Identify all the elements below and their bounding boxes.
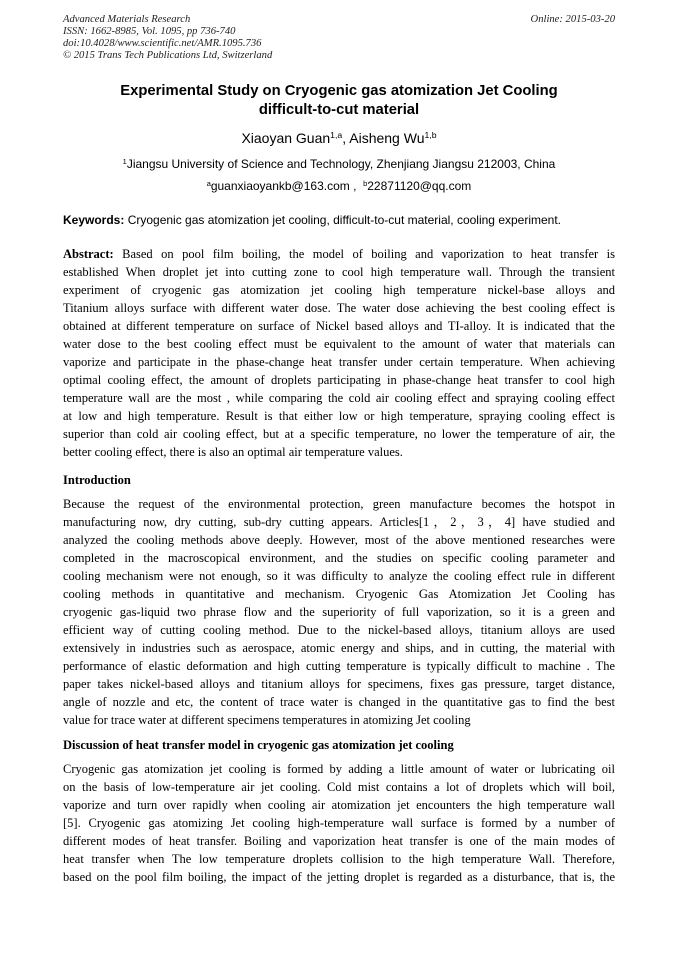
introduction-line: angle of nozzle and etc, the content of trace water is changed in the quantitative gas to find the best — [63, 695, 615, 709]
doi-line: doi:10.4028/www.scientific.net/AMR.1095.736 — [63, 38, 262, 49]
affiliation-text: Jiangsu University of Science and Technology, Zhenjiang Jiangsu 212003, China — [126, 157, 556, 171]
keywords — [63, 212, 615, 228]
author-list — [63, 129, 615, 147]
introduction-line: completed in the macroscopical environment, and the studies on specific cooling parameter and — [63, 551, 615, 565]
abstract-line: Titanium alloys surface with different water dose. The water dose achieving the best cooling effect is — [63, 301, 615, 315]
affiliation — [63, 156, 615, 172]
abstract-line: experiment of cryogenic gas atomization jet cooling high temperature nickel-base alloys and — [63, 283, 615, 297]
keywords-label: Keywords: — [63, 213, 125, 227]
discussion-line: on the basis of low-temperature air jet cooling. Cold mist contains a lot of droplets which will boil, — [63, 780, 615, 794]
abstract-line: vaporize and participate in the phase-change heat transfer under certain temperature. When achieving — [63, 355, 615, 369]
email-separator: , — [349, 179, 364, 193]
abstract-line: water dose to the best cooling effect must be equivalent to the amount of water that materials can — [63, 337, 615, 351]
abstract-line: at low and high temperature. Result is that either low or high temperature, spraying cooling effect is — [63, 409, 615, 423]
introduction-line: cryogenic gas-liquid two phrase flow and the superiority of full vaporization, so it is a green and — [63, 605, 615, 619]
discussion-line: different modes of heat transfer. Boiling and vaporization heat transfer is one of the main modes of — [63, 834, 615, 848]
discussion-line: vaporize and turn over rapidly when cooling air atomization jet encounters the high temperature wall — [63, 798, 615, 812]
discussion-line: heat transfer when The low temperature droplets collision to the high temperature Wall. Therefore, — [63, 852, 615, 866]
introduction-line: performance of elastic deformation and high cutting temperature is typically difficult to machine . The — [63, 659, 615, 673]
discussion-line: based on the pool film boiling, the impact of the jetting droplet is regarded as a disturbance, that is, the — [63, 870, 615, 884]
introduction-line: cooling methods in quantitative and mechanism. Cryogenic Gas Atomization Jet Cooling has — [63, 587, 615, 601]
title-line-2: difficult-to-cut material — [258, 102, 420, 118]
abstract-line: optimal cooling effect, the amount of droplets participating in phase-change heat transfer to cool high — [63, 373, 615, 387]
author-2: Aisheng Wu — [349, 130, 425, 146]
abstract-line-text: Based on pool film boiling, the model of boiling and vaporization to heat transfer is — [113, 247, 615, 261]
author-2-affiliation-mark: 1,b — [424, 130, 437, 141]
author-emails — [63, 178, 615, 194]
introduction-line: value for trace water at different specimens temperatures in atomizing Jet cooling — [63, 713, 471, 727]
email-a-mark: a — [206, 178, 211, 188]
issn-line: ISSN: 1662-8985, Vol. 1095, pp 736-740 — [63, 26, 236, 37]
introduction-line: Because the request of the environmental protection, green manufacture becomes the hotspot in — [63, 497, 615, 511]
email-b[interactable]: 22871120@qq.com — [367, 179, 472, 193]
email-a[interactable]: guanxiaoyankb@163.com — [210, 179, 350, 193]
title-line-1: Experimental Study on Cryogenic gas atomization Jet Cooling — [120, 83, 558, 99]
author-1: Xiaoyan Guan — [241, 130, 331, 146]
introduction-line: efficient way of cutting cooling method. Due to the nickel-based alloys, titanium alloys are used — [63, 623, 615, 637]
discussion-body — [63, 760, 615, 886]
discussion-line: [5]. Cryogenic gas atomizing Jet cooling high-temperature wall surface is formed by a number of — [63, 816, 615, 830]
abstract-line — [63, 245, 615, 263]
abstract-line: superior than cold air cooling effect, but at a specific temperature, no lower the temperature of air, the — [63, 427, 615, 441]
abstract-line: better cooling effect, there is also an optimal air temperature values. — [63, 445, 403, 459]
abstract-label: Abstract: — [63, 247, 114, 261]
keywords-text: Cryogenic gas atomization jet cooling, difficult-to-cut material, cooling experiment. — [124, 213, 562, 227]
paper-title — [63, 82, 615, 120]
email-b-mark: b — [363, 178, 368, 188]
discussion-line: Cryogenic gas atomization jet cooling is formed by adding a little amount of water or lubricating oil — [63, 762, 615, 776]
introduction-line: manufacturing now, dry cutting, sub-dry cutting appears. Articles[1，2，3，4] have studied and — [63, 515, 615, 529]
journal-header — [63, 14, 615, 62]
online-date: Online: 2015-03-20 — [530, 14, 615, 25]
affiliation-mark: 1 — [122, 156, 127, 166]
introduction-line: paper takes nickel-based alloys and titanium alloys for specimens, fixes gas pressure, target distance, — [63, 677, 615, 691]
journal-name: Advanced Materials Research — [63, 14, 191, 25]
introduction-heading: Introduction — [63, 473, 131, 487]
author-1-affiliation-mark: 1,a — [330, 130, 343, 141]
copyright-line: © 2015 Trans Tech Publications Ltd, Switzerland — [63, 50, 273, 61]
introduction-line: extensively in industries such as aerospace, atomic energy and ships, and in cutting, the material with — [63, 641, 615, 655]
abstract-line: obtained at different temperature on surface of Nickel based alloys and TI-alloy. It is indicated that the — [63, 319, 615, 333]
introduction-line: analyzed the cooling methods above deeply. However, most of the above mentioned researches were — [63, 533, 615, 547]
author-separator: , — [342, 130, 350, 146]
discussion-heading: Discussion of heat transfer model in cryogenic gas atomization jet cooling — [63, 738, 454, 752]
introduction-line: cooling mechanism were not enough, so it was difficulty to analyze the cooling effect rule in different — [63, 569, 615, 583]
abstract-line: established When droplet jet into cutting zone to cool high temperature wall. Through the transient — [63, 265, 615, 279]
abstract — [63, 245, 615, 461]
introduction-body — [63, 495, 615, 729]
abstract-line: temperature wall are the most , while comparing the cold air cooling effect and spraying cooling effect — [63, 391, 615, 405]
